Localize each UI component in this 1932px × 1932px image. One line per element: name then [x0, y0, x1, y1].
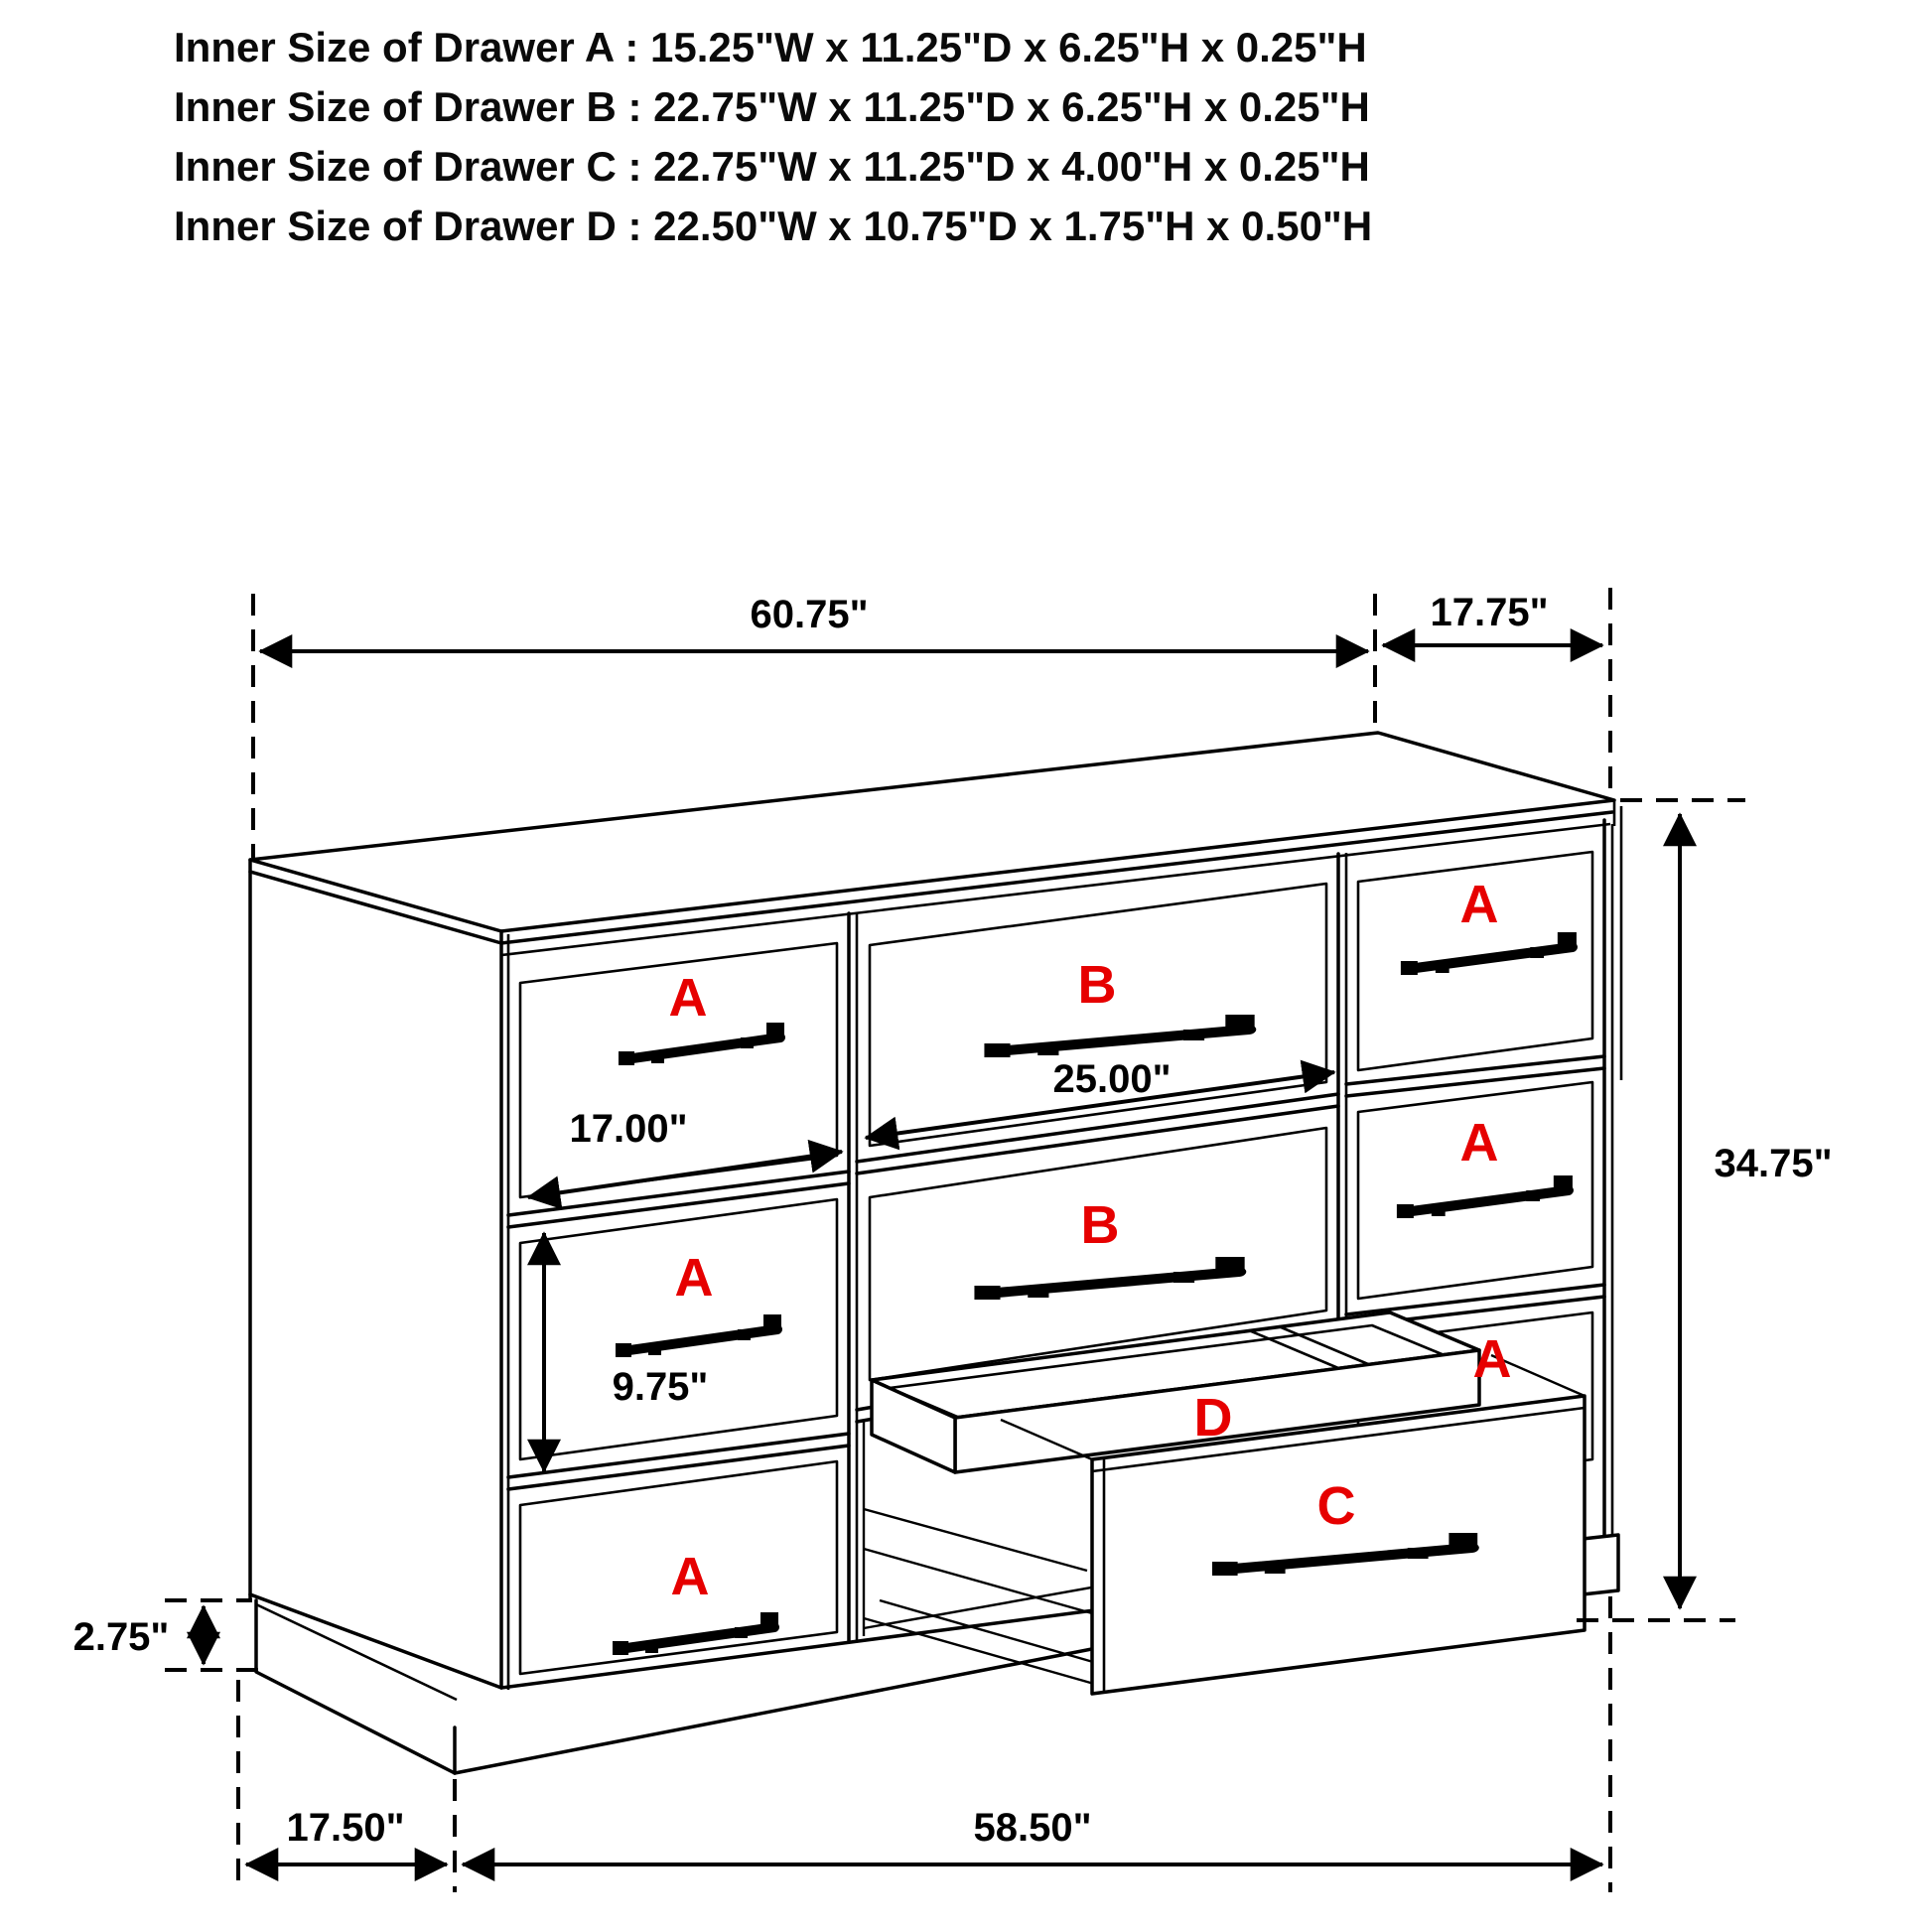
label-drawer-c: C — [1316, 1476, 1356, 1536]
base-left — [256, 1600, 455, 1773]
pull-a-right-middle — [1397, 1175, 1573, 1218]
label-a-left-top: A — [668, 968, 708, 1028]
dim-overall-height: 34.75" — [1714, 1142, 1833, 1185]
label-a-left-middle: A — [674, 1248, 714, 1308]
label-a-left-bottom: A — [670, 1547, 710, 1606]
interior-rail-2 — [864, 1509, 1087, 1571]
dimension-guides — [165, 588, 1745, 1892]
inner-size-header — [174, 24, 1372, 249]
header-line-drawer-a: Inner Size of Drawer A : 15.25"W x 11.25"D x 6.25"H x 0.25"H — [174, 24, 1367, 70]
label-tray-d: D — [1193, 1388, 1233, 1448]
header-line-drawer-d: Inner Size of Drawer D : 22.50"W x 10.75"D x 1.75"H x 0.50"H — [174, 203, 1373, 249]
separator-right-1 — [1346, 1056, 1604, 1096]
pull-a-right-top — [1401, 932, 1577, 975]
dim-drawer-b-width: 25.00" — [1052, 1057, 1172, 1101]
separator-left-1 — [508, 1172, 849, 1227]
dim-drawer-a-width: 17.00" — [569, 1107, 688, 1151]
dim-overall-width: 60.75" — [750, 593, 869, 636]
header-line-drawer-b: Inner Size of Drawer B : 22.75"W x 11.25"D x 6.25"H x 0.25"H — [174, 83, 1370, 130]
label-a-right-middle: A — [1459, 1113, 1499, 1173]
dim-top-depth: 17.75" — [1430, 591, 1549, 634]
dim-bottom-width: 58.50" — [973, 1806, 1092, 1850]
right-foot — [1583, 1535, 1618, 1594]
interior-rail-1 — [864, 1549, 1092, 1613]
pull-a-left-bottom — [613, 1612, 778, 1655]
drawer-a-left-middle — [520, 1199, 837, 1459]
label-a-right-third: A — [1472, 1329, 1512, 1389]
label-b-second: B — [1080, 1195, 1120, 1255]
pull-a-left-middle — [616, 1314, 781, 1357]
label-b-top: B — [1077, 955, 1117, 1015]
dim-bottom-depth: 17.50" — [286, 1806, 405, 1850]
dim-drawer-a-height: 9.75" — [612, 1365, 709, 1409]
header-line-drawer-c: Inner Size of Drawer C : 22.75"W x 11.25"D x 4.00"H x 0.25"H — [174, 143, 1370, 190]
top-edge-front — [501, 812, 1612, 943]
top-edge-left — [250, 872, 501, 943]
top-surface — [250, 733, 1614, 931]
top-trim-front — [501, 824, 1610, 955]
separator-left-2 — [508, 1434, 849, 1489]
label-a-right-top: A — [1459, 875, 1499, 934]
pull-a-left-top — [619, 1023, 784, 1065]
dim-base-height: 2.75" — [72, 1615, 170, 1659]
pull-b-second — [974, 1257, 1244, 1300]
left-panel-bottom-edge — [250, 1594, 501, 1688]
pull-b-top — [984, 1015, 1254, 1057]
dimension-arrows — [204, 645, 1680, 1864]
